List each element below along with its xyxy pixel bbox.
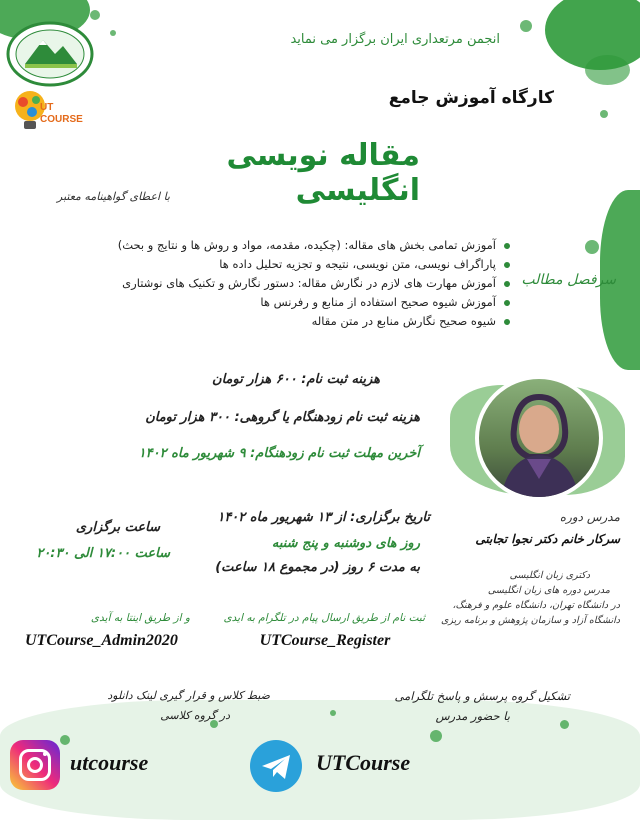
instructor-bio-line: در دانشگاه تهران، دانشگاه علوم و فرهنگ، bbox=[452, 600, 620, 611]
main-title: مقاله نویسی انگلیسی bbox=[226, 138, 420, 208]
syllabus-item: آموزش شیوه صحیح استفاده از منابع و رفرنس ها bbox=[80, 293, 510, 312]
time-label: ساعت برگزاری bbox=[75, 520, 160, 535]
syllabus-item: آموزش مهارت های لازم در نگارش مقاله: دستور نگارش و تکنیک های نوشتاری bbox=[80, 274, 510, 293]
association-header: انجمن مرتعداری ایران برگزار می نماید bbox=[290, 32, 500, 47]
telegram-register-text: ثبت نام از طریق ارسال پیام در تلگرام به ایدی bbox=[223, 612, 425, 624]
ut-course-text: UT COURSE bbox=[40, 102, 83, 125]
instagram-icon bbox=[10, 740, 60, 790]
recording-note-line: ضبط کلاس و قرار گیری لینک دانلود bbox=[107, 689, 270, 702]
certificate-note: با اعطای گواهینامه معتبر bbox=[57, 190, 170, 203]
early-fee-text: هزینه ثبت نام زودهنگام یا گروهی: ۳۰۰ هزار تومان bbox=[145, 410, 420, 425]
instructor-bio-line: دانشگاه آزاد و سازمان پژوهش و برنامه ریزی bbox=[440, 615, 620, 626]
recording-note bbox=[40, 686, 270, 726]
telegram-handle: UTCourse bbox=[316, 750, 411, 775]
telegram-link[interactable] bbox=[250, 740, 440, 792]
schedule-days: روز های دوشنبه و پنج شنبه bbox=[271, 536, 420, 551]
syllabus-item: شیوه صحیح نگارش منابع در متن مقاله bbox=[80, 312, 510, 331]
syllabus-item: آموزش تمامی بخش های مقاله: (چکیده، مقدمه، مواد و روش ها و نتایج و بحث) bbox=[80, 236, 510, 255]
syllabus-list bbox=[80, 236, 510, 331]
qa-group-note-line: تشکیل گروه پرسش و پاسخ تلگرامی bbox=[394, 689, 570, 703]
instructor-label: مدرس دوره bbox=[559, 510, 620, 524]
telegram-icon bbox=[250, 740, 302, 792]
instructor-name: سرکار خانم دکتر نجوا تجابتی bbox=[475, 532, 620, 546]
recording-note-line: در گروه کلاسی bbox=[160, 709, 230, 722]
syllabus-label: سرفصل مطالب bbox=[521, 272, 616, 288]
workshop-title: کارگاه آموزش جامع bbox=[388, 88, 554, 108]
schedule-duration: به مدت ۶ روز (در مجموع ۱۸ ساعت) bbox=[215, 560, 420, 575]
instagram-handle: utcourse bbox=[70, 750, 149, 775]
qa-group-note bbox=[380, 686, 570, 726]
instagram-link[interactable] bbox=[10, 740, 180, 792]
schedule-date: تاریخ برگزاری: از ۱۳ شهریور ماه ۱۴۰۲ bbox=[217, 510, 430, 525]
syllabus-item: پاراگراف نویسی، متن نویسی، نتیجه و تجزیه تحلیل داده ها bbox=[80, 255, 510, 274]
ut-course-logo bbox=[10, 88, 85, 138]
fee-text: هزینه ثبت نام: ۶۰۰ هزار تومان bbox=[212, 372, 380, 387]
instagram-register-id[interactable]: UTCourse_Admin2020 bbox=[25, 632, 178, 649]
association-logo bbox=[5, 20, 95, 88]
deadline-text: آخرین مهلت ثبت نام زودهنگام: ۹ شهریور ماه ۱۴۰۲ bbox=[138, 446, 420, 461]
telegram-register-id[interactable]: UTCourse_Register bbox=[259, 632, 391, 649]
time-value: ساعت ۱۷:۰۰ الی ۲۰:۳۰ bbox=[36, 546, 170, 561]
instructor-photo bbox=[475, 375, 603, 501]
qa-group-note-line: با حضور مدرس bbox=[435, 709, 510, 723]
instructor-photo-frame bbox=[450, 365, 625, 500]
instructor-bio-line: مدرس دوره های زبان انگلیسی bbox=[487, 585, 610, 596]
instructor-bio-line: دکتری زبان انگلیسی bbox=[509, 570, 590, 581]
instructor-bio bbox=[420, 568, 620, 628]
instagram-register-text: و از طریق اینتا به آیدی bbox=[90, 612, 190, 624]
